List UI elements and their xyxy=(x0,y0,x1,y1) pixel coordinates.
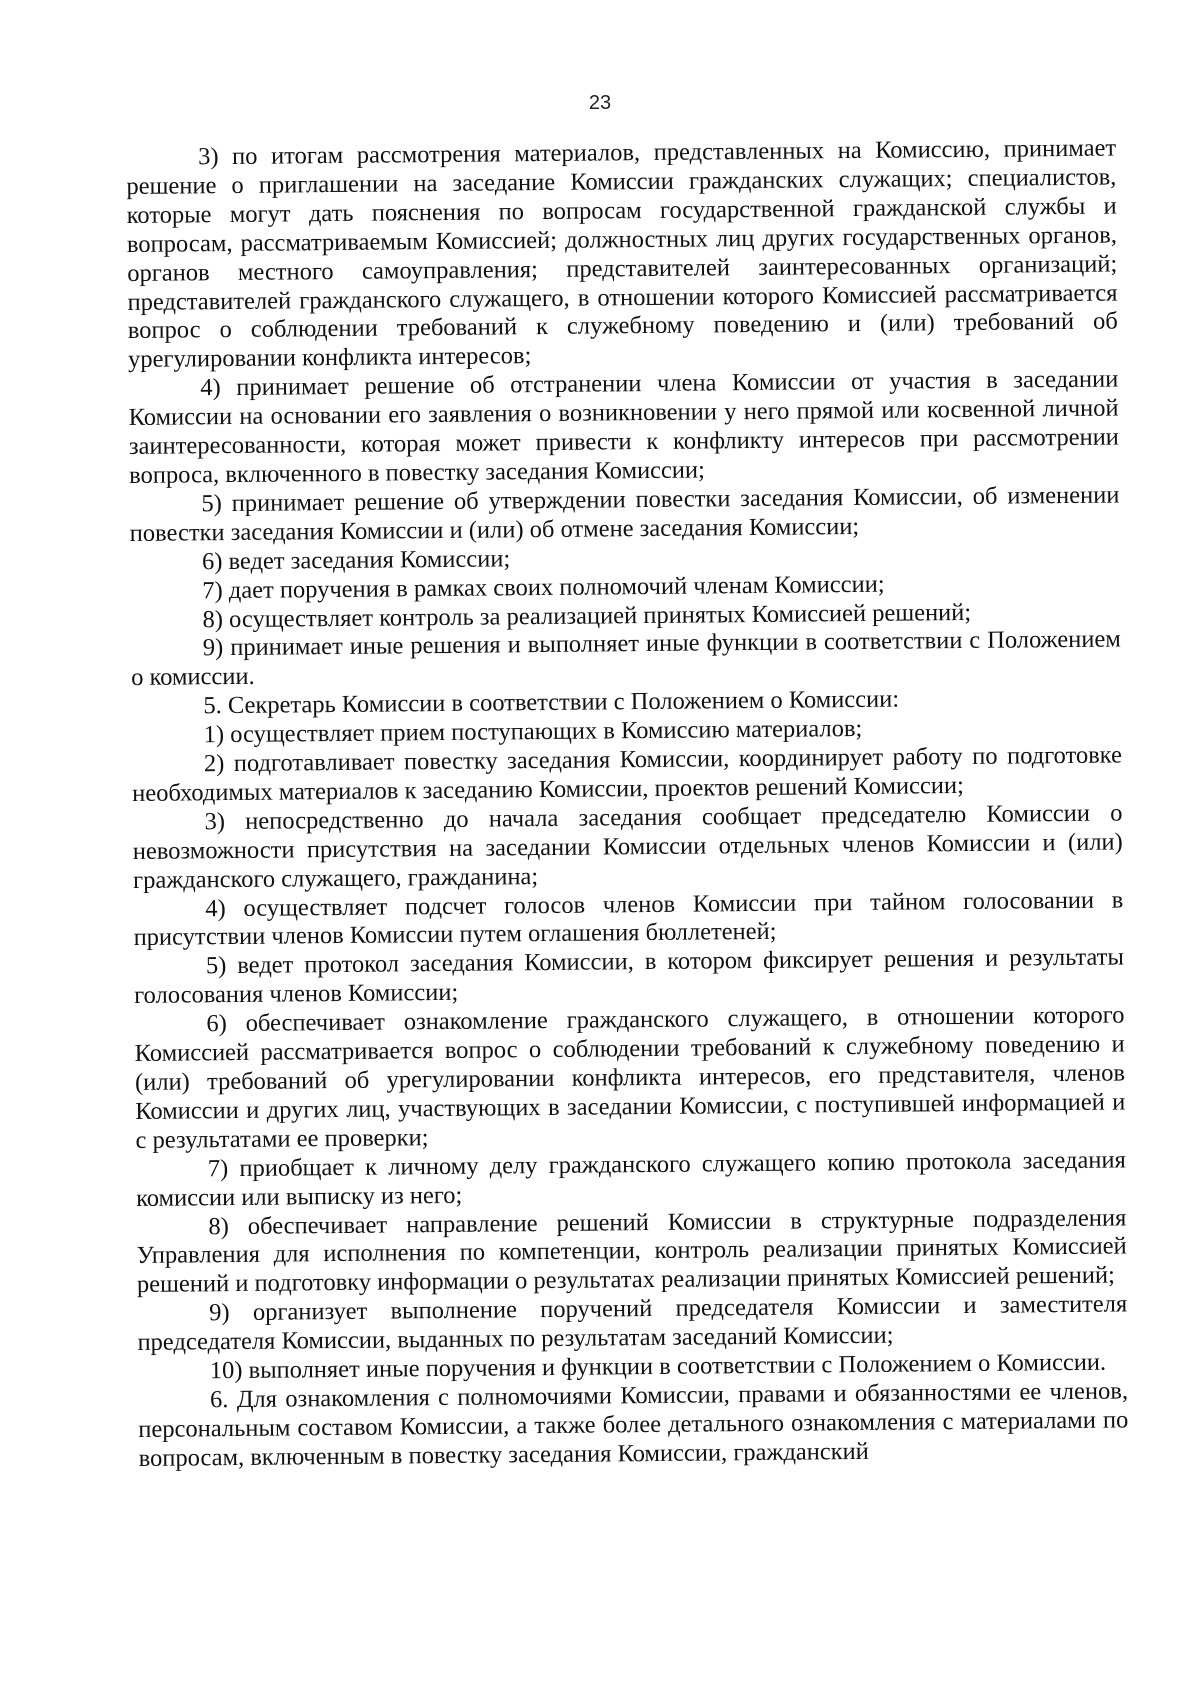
paragraph: 9) принимает иные решения и выполняет иные функции в соответствии с Положением о комиссии. xyxy=(130,625,1121,692)
paragraph: 9) организует выполнение поручений председателя Комиссии и заместителя председателя Комиссии, выданных по результатам заседаний Комиссии; xyxy=(137,1290,1128,1357)
paragraph: 7) приобщает к личному делу гражданского служащего копию протокола заседания комиссии или выписку из него; xyxy=(135,1146,1126,1212)
paragraph: 7) дает поручения в рамках своих полномочий членам Комиссии; xyxy=(202,570,885,604)
paragraph: 5) принимает решение об утверждении повестки заседания Комиссии, об изменении повестки заседания Комиссии и (или) об отмене заседания Комиссии; xyxy=(129,481,1120,547)
paragraph: 5. Секретарь Комиссии в соответствии с Положением о Комиссии: xyxy=(203,685,900,720)
paragraph: 8) обеспечивает направление решений Комиссии в структурные подразделения Управления для исполнения по компетенции, контроль реализации принятых Комиссией решений и подготовку информации о результатах реализации принятых Комиссией решений; xyxy=(136,1203,1127,1299)
paragraph: 8) осуществляет контроль за реализацией принятых Комиссией решений; xyxy=(202,598,972,633)
document-body xyxy=(126,134,1129,1473)
paragraph: 6) обеспечивает ознакомление гражданского служащего, в отношении которого Комиссией рассматривается вопрос о соблюдении требований к служебному поведению и (или) требований об урегулировании конфликта интересов, его представителя, членов Комиссии и других лиц, участвующих в заседании Комиссии, с поступившей информацией и с результатами ее проверки; xyxy=(134,1001,1126,1154)
paragraph: 3) по итогам рассмотрения материалов, представленных на Комиссию, принимает решение о приглашении на заседание Комиссии гражданских служащих; специалистов, которые могут дать пояснения по вопросам государственной гражданской службы и вопросам, рассматриваемым Комиссией; должностных лиц других государственных органов, органов местного самоуправления; представителей заинтересованных организаций; представителей гражданского служащего, в отношении которого Комиссией рассматривается вопрос о соблюдении требований к служебному поведению и (или) требований об урегулировании конфликта интересов; xyxy=(126,134,1118,374)
page-number: 23 xyxy=(588,92,612,114)
paragraph: 4) осуществляет подсчет голосов членов Комиссии при тайном голосовании в присутствии членов Комиссии путем оглашения бюллетеней; xyxy=(133,886,1124,952)
paragraph: 1) осуществляет прием поступающих в Комиссию материалов; xyxy=(203,715,863,749)
paragraph: 6) ведет заседания Комиссии; xyxy=(201,545,511,575)
paragraph: 3) непосредственно до начала заседания сообщает председателю Комиссии о невозможности присутствия на заседании Комиссии отдельных членов Комиссии и (или) гражданского служащего, гражданина; xyxy=(132,799,1123,894)
paragraph: 2) подготавливает повестку заседания Комиссии, координирует работу по подготовке необходимых материалов к заседанию Комиссии, проектов решений Комиссии; xyxy=(132,741,1123,807)
paragraph: 5) ведет протокол заседания Комиссии, в котором фиксирует решения и результаты голосования членов Комиссии; xyxy=(134,943,1124,1010)
paragraph: 6. Для ознакомления с полномочиями Комиссии, правами и обязанностями ее членов, персональным составом Комиссии, а также более детального ознакомления с материалами по вопросам, включенным в повестку заседания Комиссии, гражданский xyxy=(138,1377,1129,1472)
paragraph: 10) выполняет иные поручения и функции в соответствии с Положением о Комиссии. xyxy=(209,1348,1107,1385)
paragraph: 4) принимает решение об отстранении члена Комиссии от участия в заседании Комиссии на основании его заявления о возникновении у него прямой или косвенной личной заинтересованности, которая может привести к конфликту интересов при рассмотрении вопроса, включенного в повестку заседания Комиссии; xyxy=(128,365,1119,489)
